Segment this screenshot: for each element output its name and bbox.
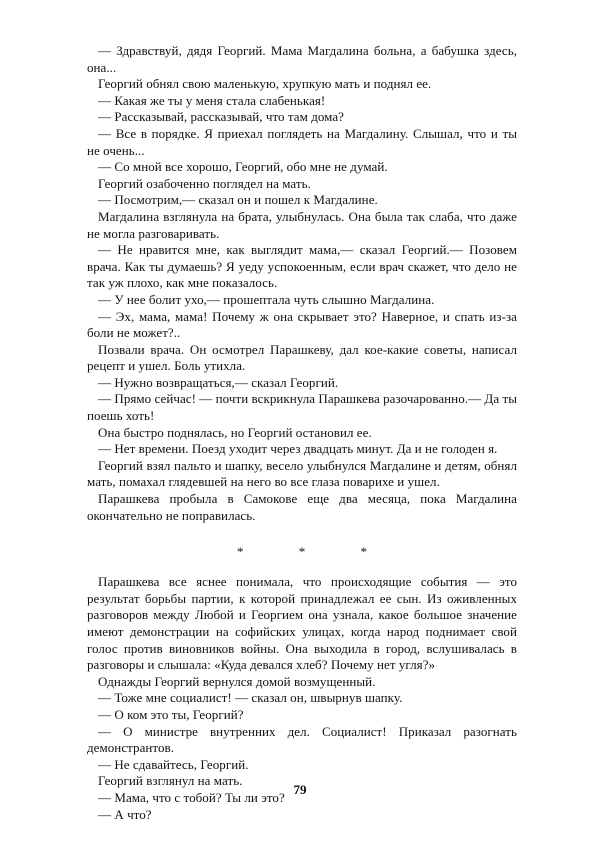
paragraph: — О министре внутренних дел. Социалист! Приказал разогнать демонстрантов. (87, 723, 517, 756)
paragraph: — Рассказывай, рассказывай, что там дома? (98, 109, 344, 125)
paragraph: Позвали врача. Он осмотрел Парашкеву, дал кое-какие советы, написал рецепт и ушел. Боль утихла. (87, 341, 517, 374)
paragraph: Однажды Георгий вернулся домой возмущенный. (98, 673, 376, 689)
paragraph: — Посмотрим,— сказал он и пошел к Магдалине. (98, 192, 378, 208)
section-1 (87, 43, 517, 524)
paragraph: — Мама, что с тобой? Ты ли это? (98, 789, 285, 805)
paragraph: Георгий взглянул на мать. (98, 773, 243, 789)
paragraph: — Нужно возвращаться,— сказал Георгий. (98, 374, 339, 390)
paragraph: — Прямо сейчас! — почти вскрикнула Парашкева разочарованно.— Да ты поешь хоть! (87, 391, 517, 424)
paragraph: — А что? (98, 806, 152, 822)
paragraph: — Все в порядке. Я приехал поглядеть на Магдалину. Слышал, что и ты не очень... (87, 125, 517, 158)
paragraph: — Со мной все хорошо, Георгий, обо мне не думай. (98, 159, 388, 175)
paragraph: Георгий озабоченно поглядел на мать. (98, 175, 311, 191)
paragraph: — Не нравится мне, как выглядит мама,— сказал Георгий.— Позовем врача. Как ты думаешь? Я уеду успокоенным, если врач скажет, что дело не так уж плохо, как мне показалось. (87, 242, 517, 291)
paragraph: Георгий взял пальто и шапку, весело улыбнулся Магдалине и детям, обнял мать, помахал глядевшей на него во все глаза поварихе и ушел. (87, 457, 517, 490)
paragraph: — Какая же ты у меня стала слабенькая! (98, 92, 326, 108)
paragraph: Парашкева все яснее понимала, что происходящие события — это результат борьбы партии, к которой принадлежал ее сын. Из оживленных разговоров между Любой и Георгием она узнала, какое большое значение имеют демонстрации на софийских улицах, когда народ поднимает свой голос против виновников войны. Она выходила в город, вслушивалась в разговоры и слышала: «Куда девался хлеб? Почему нет угля?» (87, 574, 517, 673)
section-separator: * * * (237, 544, 393, 560)
paragraph: Георгий обнял свою маленькую, хрупкую мать и поднял ее. (98, 76, 432, 92)
paragraph: — Здравствуй, дядя Георгий. Мама Магдалина больна, а бабушка здесь, она... (87, 43, 517, 75)
paragraph: — Эх, мама, мама! Почему ж она скрывает это? Наверное, и спать из-за боли не может?.. (87, 308, 517, 341)
paragraph: Магдалина взглянула на брата, улыбнулась. Она была так слаба, что даже не могла разговаривать. (87, 208, 517, 241)
paragraph: — У нее болит ухо,— прошептала чуть слышно Магдалина. (98, 291, 435, 307)
page-number: 79 (293, 782, 307, 797)
page-body (87, 43, 517, 823)
paragraph: — О ком это ты, Георгий? (98, 706, 244, 722)
paragraph: Парашкева пробыла в Самокове еще два месяца, пока Магдалина окончательно не поправилась. (87, 491, 517, 523)
paragraph: — Тоже мне социалист! — сказал он, швырнув шапку. (98, 690, 403, 706)
paragraph: — Не сдавайтесь, Георгий. (98, 756, 249, 772)
paragraph: — Нет времени. Поезд уходит через двадцать минут. Да и не голоден я. (98, 441, 498, 457)
paragraph: Она быстро поднялась, но Георгий остановил ее. (98, 424, 372, 440)
